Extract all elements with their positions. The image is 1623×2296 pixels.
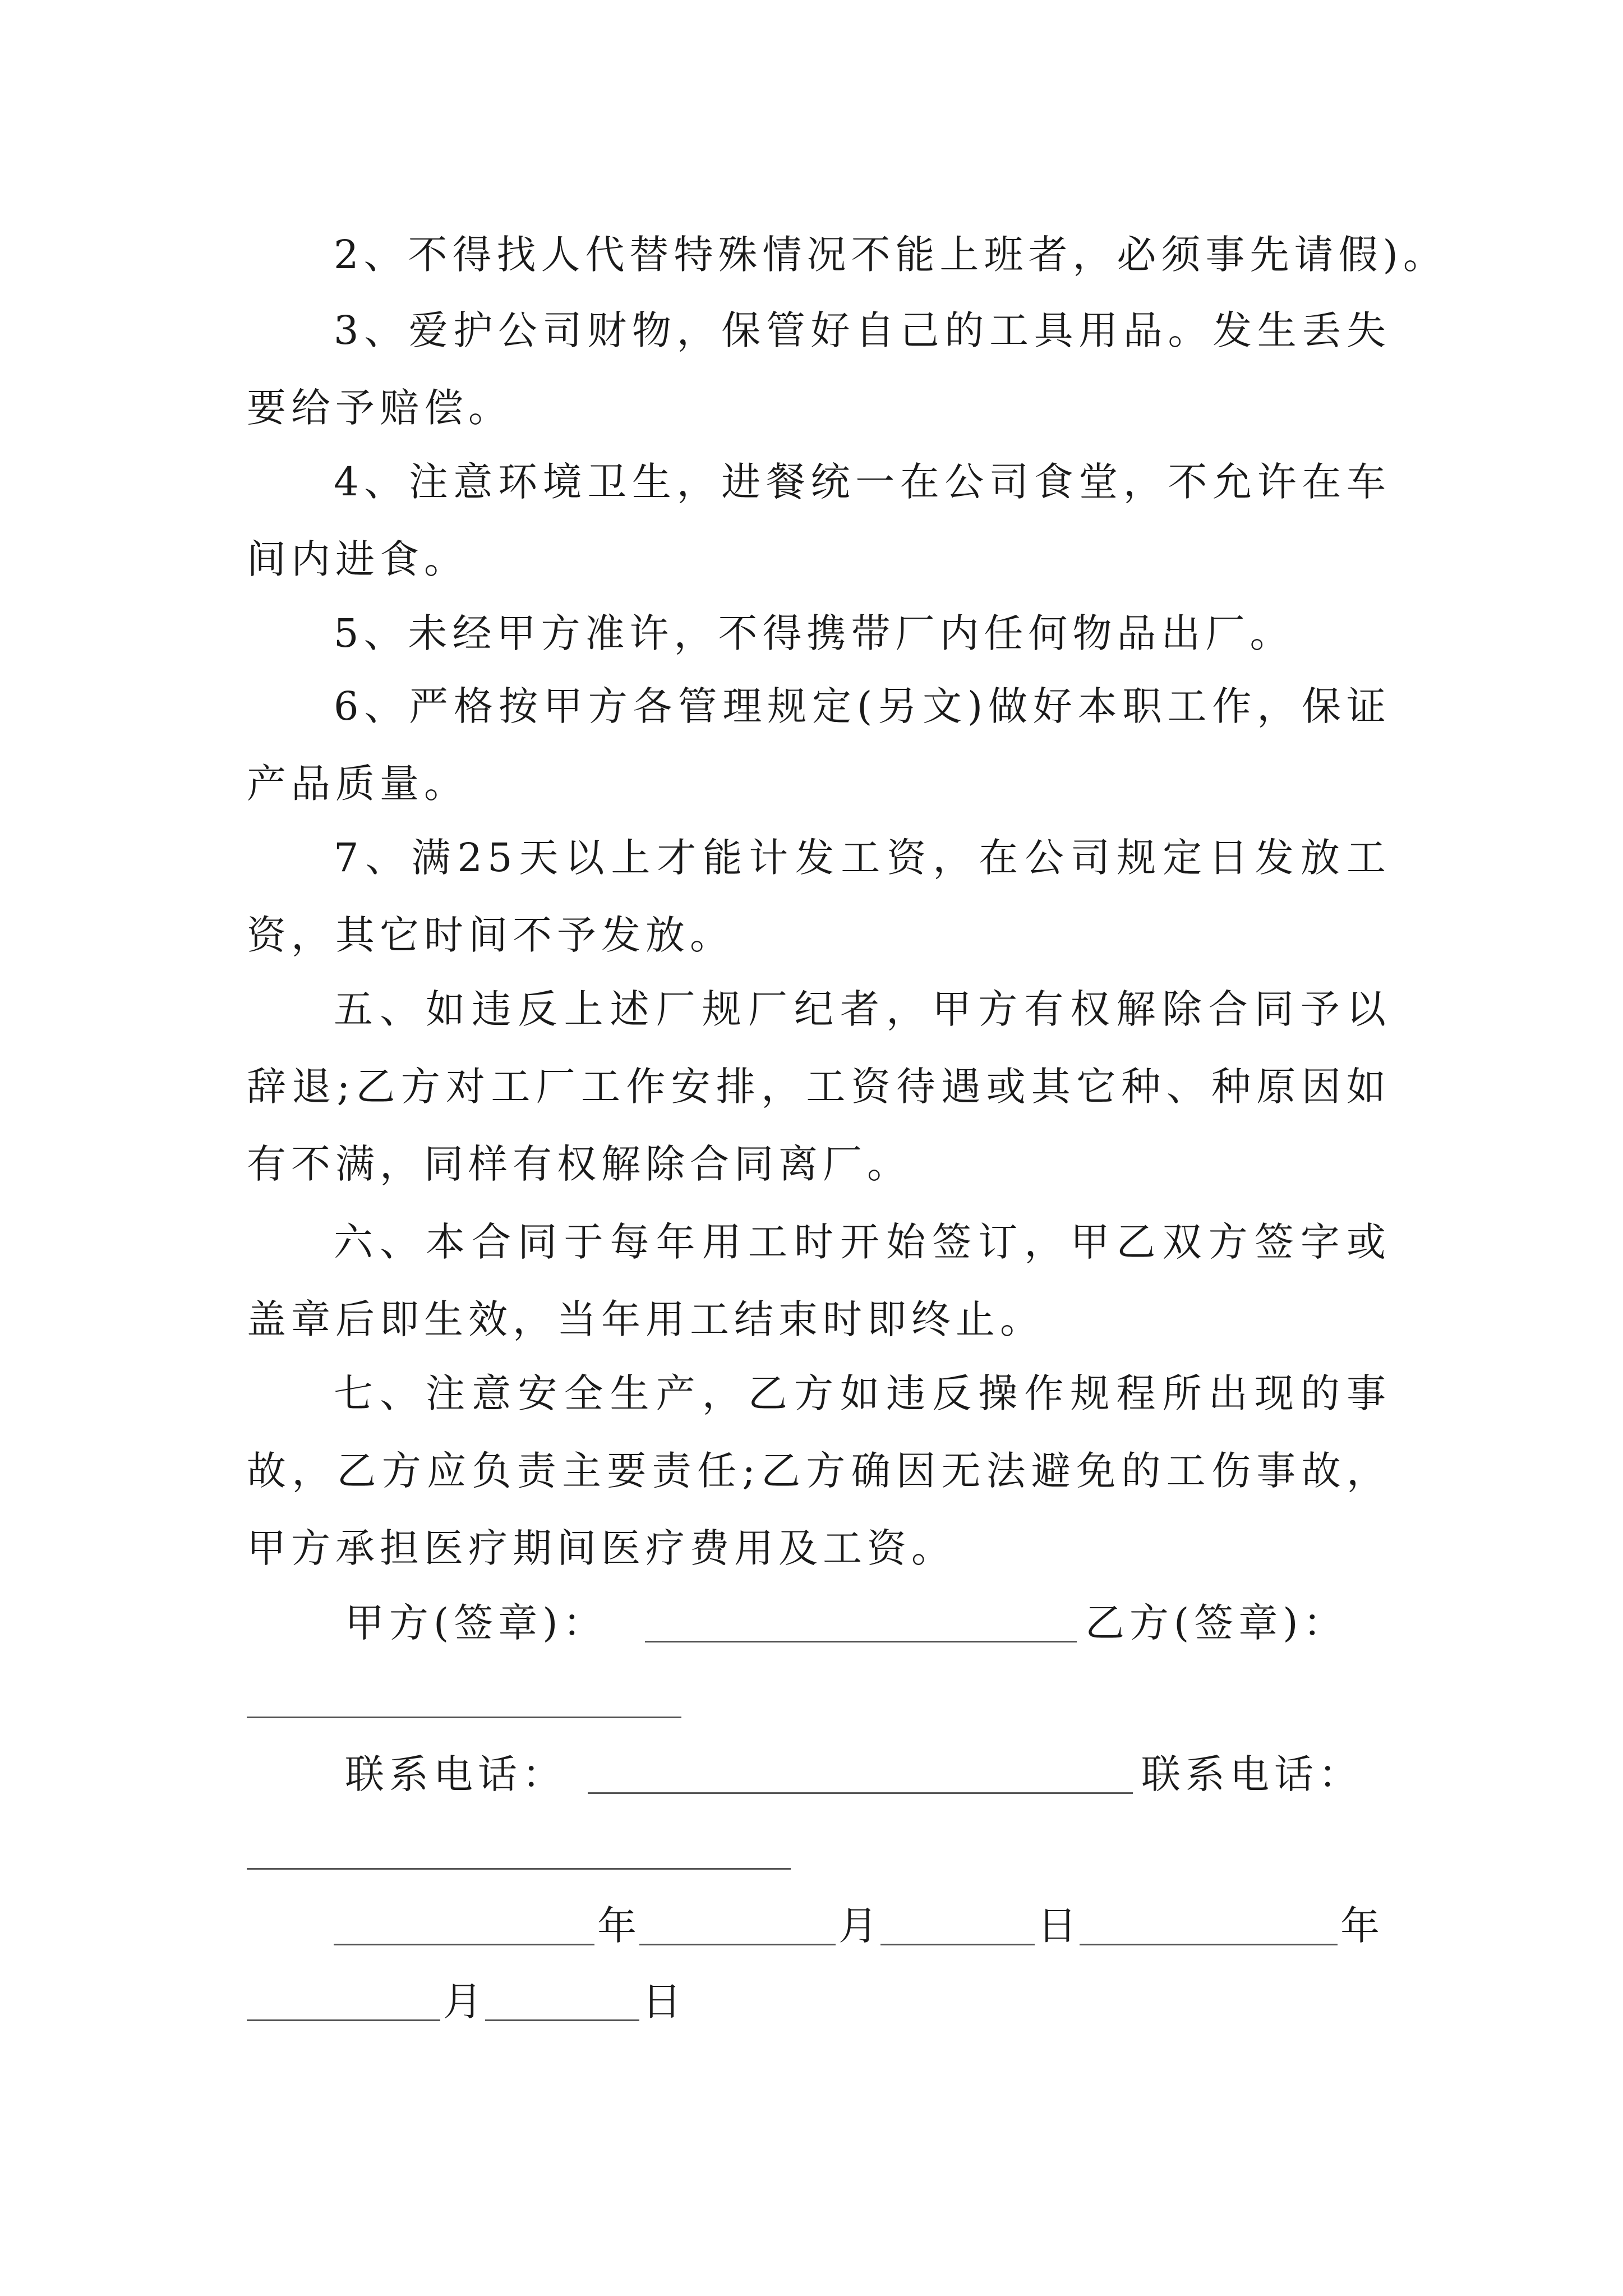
phone-b-blank[interactable] [247,1868,791,1870]
clause-5: 5、未经甲方准许，不得携带厂内任何物品出厂。 [334,610,1294,656]
clause-6: 6、严格按甲方各管理规定(另文)做好本职工作，保证产品质量。 [247,683,1391,807]
phone-a-label: 联系电话： [345,1751,566,1797]
date-b-day-blank[interactable] [485,2019,639,2021]
date-b-day-label: 日 [642,1978,686,2024]
date-b-year-label: 年 [1340,1903,1385,1949]
date-a-day-blank[interactable] [880,1944,1035,1945]
date-a-month-blank[interactable] [639,1944,836,1945]
clause-4: 4、注意环境卫生，进餐统一在公司食堂，不允许在车间内进食。 [247,459,1391,582]
party-a-signature-blank[interactable] [645,1641,1077,1642]
date-a-month-label: 月 [838,1903,883,1949]
party-a-label: 甲方(签章)： [345,1600,607,1646]
clause-2: 2、不得找人代替特殊情况不能上班者，必须事先请假)。 [334,232,1447,278]
party-b-label: 乙方(签章)： [1085,1600,1348,1646]
party-b-signature-blank[interactable] [247,1717,681,1718]
section-5: 五、如违反上述厂规厂纪者，甲方有权解除合同予以辞退;乙方对工厂工作安排，工资待遇或其它种、种原因如有不满，同样有权解除合同离厂。 [247,986,1391,1187]
clause-3: 3、爱护公司财物，保管好自己的工具用品。发生丢失要给予赔偿。 [247,307,1391,431]
date-a-year-label: 年 [597,1903,642,1949]
section-7: 七、注意安全生产，乙方如违反操作规程所出现的事故，乙方应负责主要责任;乙方确因无法避免的工伤事故，甲方承担医疗期间医疗费用及工资。 [247,1370,1391,1571]
date-b-month-blank[interactable] [247,2019,440,2021]
date-a-day-label: 日 [1038,1903,1082,1949]
clause-7: 7、满25天以上才能计发工资，在公司规定日发放工资，其它时间不予发放。 [247,835,1391,958]
phone-a-blank[interactable] [588,1792,1133,1794]
section-6: 六、本合同于每年用工时开始签订，甲乙双方签字或盖章后即生效，当年用工结束时即终止。 [247,1219,1391,1342]
phone-b-label: 联系电话： [1141,1751,1363,1797]
date-a-year-blank[interactable] [334,1944,594,1945]
date-b-month-label: 月 [443,1978,487,2024]
date-b-year-blank[interactable] [1080,1944,1338,1945]
